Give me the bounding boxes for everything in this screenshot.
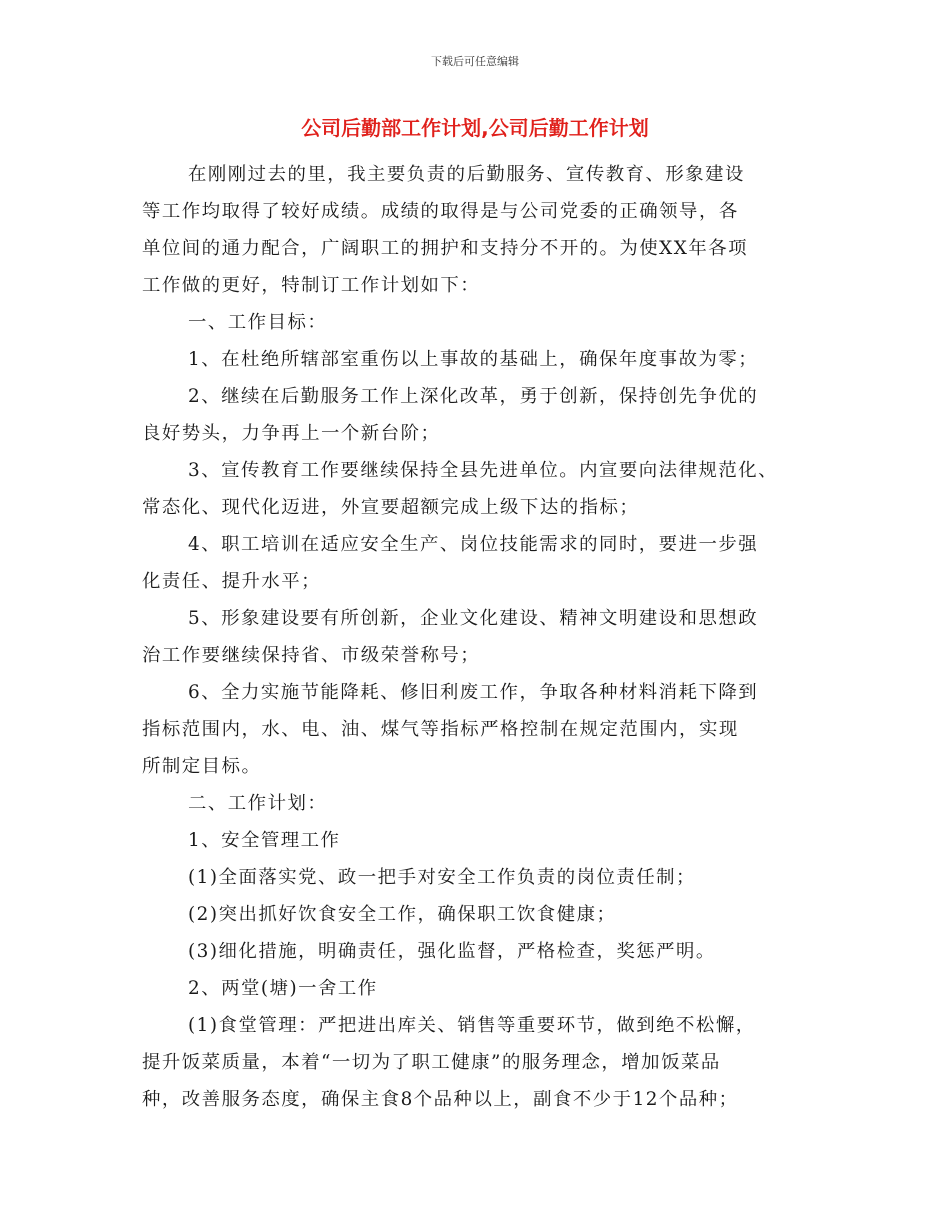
text-line: 所制定目标。 xyxy=(142,756,262,777)
document-title: 公司后勤部工作计划,公司后勤工作计划 xyxy=(301,116,649,140)
text-line: (2)突出抓好饮食安全工作，确保职工饮食健康； xyxy=(188,904,617,925)
text-line: 1、在杜绝所辖部室重伤以上事故的基础上，确保年度事故为零； xyxy=(188,349,759,370)
subsection-heading: 1、安全管理工作 xyxy=(188,830,341,851)
text-line: 良好势头，力争再上一个新台阶； xyxy=(142,423,441,444)
section-heading: 二、工作计划： xyxy=(188,793,328,814)
document-body xyxy=(142,156,822,1118)
text-line: 4、职工培训在适应安全生产、岗位技能需求的同时，要进一步强 xyxy=(188,534,759,555)
text-line: 工作做的更好，特制订工作计划如下： xyxy=(142,275,481,296)
text-line: 化责任、提升水平； xyxy=(142,571,322,592)
text-line: (1)全面落实党、政一把手对安全工作负责的岗位责任制； xyxy=(188,867,696,888)
page-header: 下载后可任意编辑 xyxy=(431,55,519,68)
section-heading: 一、工作目标： xyxy=(188,312,328,333)
text-line: 3、宣传教育工作要继续保持全县先进单位。内宣要向法律规范化、 xyxy=(188,460,779,481)
text-line: (1)食堂管理：严把进出库关、销售等重要环节，做到绝不松懈， xyxy=(188,1015,756,1036)
text-line: 2、继续在后勤服务工作上深化改革，勇于创新，保持创先争优的 xyxy=(188,386,759,407)
text-line: 在刚刚过去的里，我主要负责的后勤服务、宣传教育、形象建设 xyxy=(188,164,745,185)
subsection-heading: 2、两堂(塘)一舍工作 xyxy=(188,978,378,999)
text-line: 提升饭菜质量，本着“一切为了职工健康”的服务理念，增加饭菜品 xyxy=(142,1052,721,1073)
text-line: 种，改善服务态度，确保主食8个品种以上，副食不少于12个品种； xyxy=(142,1089,739,1110)
text-line: 常态化、现代化迈进，外宣要超额完成上级下达的指标； xyxy=(142,497,640,518)
text-line: (3)细化措施，明确责任，强化监督，严格检查，奖惩严明。 xyxy=(188,941,716,962)
text-line: 指标范围内，水、电、油、煤气等指标严格控制在规定范围内，实现 xyxy=(142,719,739,740)
text-line: 等工作均取得了较好成绩。成绩的取得是与公司党委的正确领导，各 xyxy=(142,201,739,222)
text-line: 治工作要继续保持省、市级荣誉称号； xyxy=(142,645,481,666)
text-line: 单位间的通力配合，广阔职工的拥护和支持分不开的。为使XX年各项 xyxy=(142,238,749,259)
text-line: 5、形象建设要有所创新，企业文化建设、精神文明建设和思想政 xyxy=(188,608,759,629)
text-line: 6、全力实施节能降耗、修旧利废工作，争取各种材料消耗下降到 xyxy=(188,682,759,703)
